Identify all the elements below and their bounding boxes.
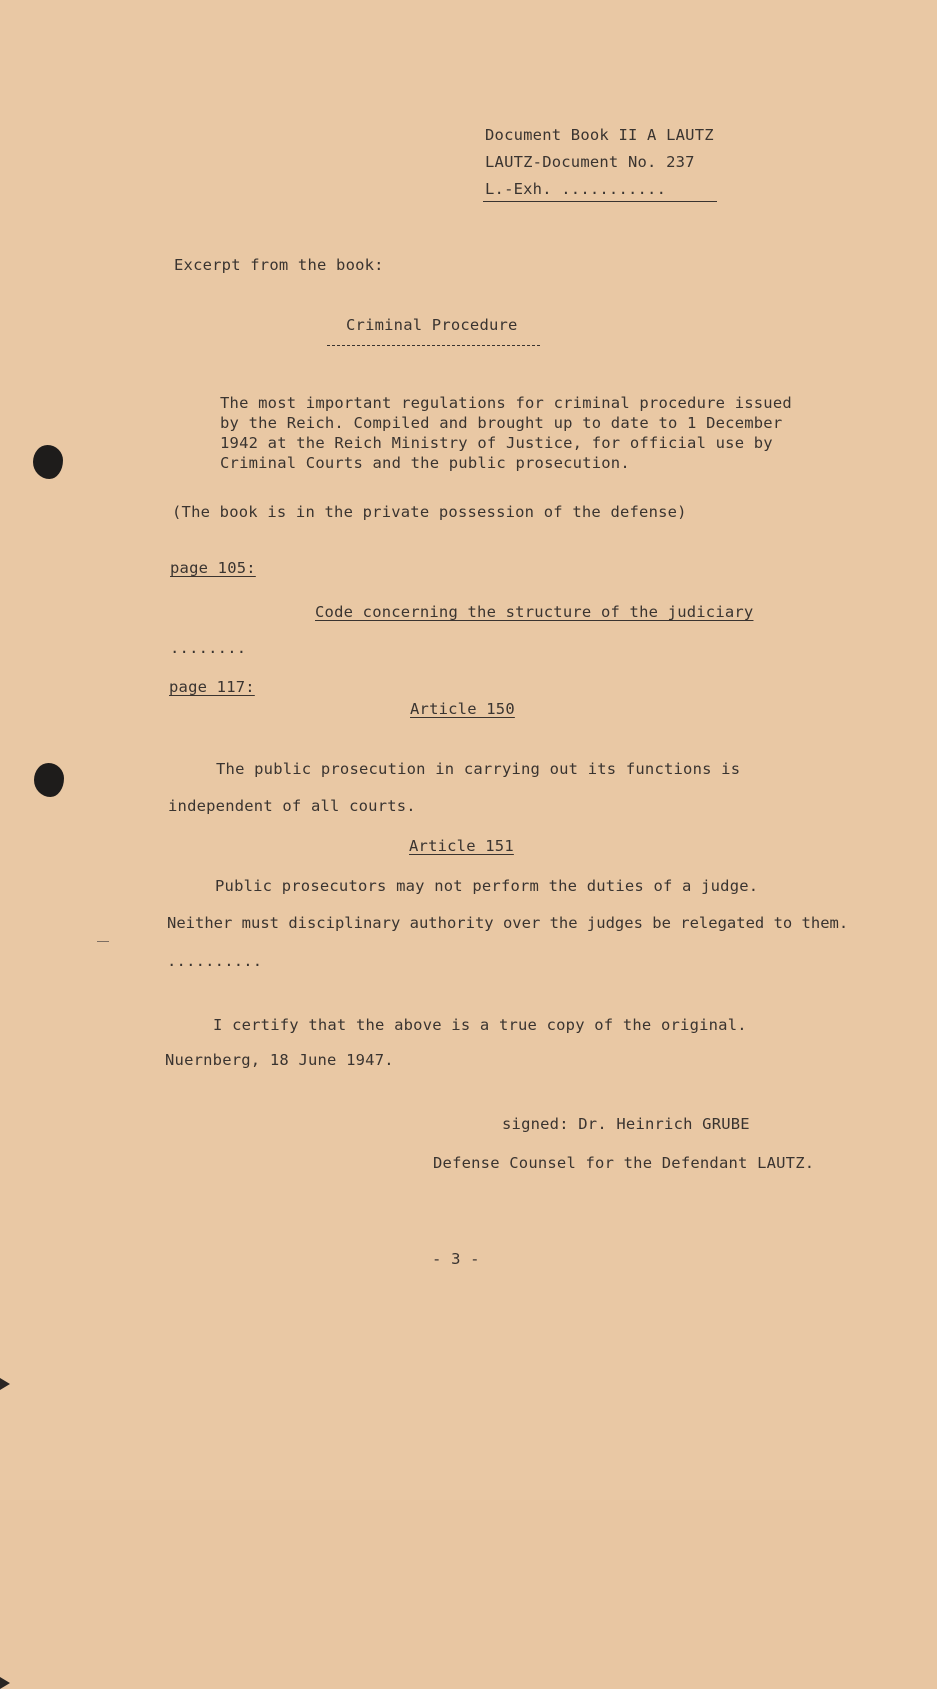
description-line-3: 1942 at the Reich Ministry of Justice, for official use by <box>220 434 773 452</box>
page-number: - 3 - <box>432 1250 480 1268</box>
article-151-line-1: Public prosecutors may not perform the duties of a judge. <box>215 877 759 895</box>
description-line-1: The most important regulations for criminal procedure issued <box>220 394 792 412</box>
book-title: Criminal Procedure <box>346 316 518 334</box>
code-title: Code concerning the structure of the judiciary <box>315 603 754 621</box>
article-150-line-1: The public prosecution in carrying out its functions is <box>216 760 741 778</box>
ellipsis-2: .......... <box>167 952 263 970</box>
signature-line: signed: Dr. Heinrich GRUBE <box>502 1115 750 1133</box>
place-and-date: Nuernberg, 18 June 1947. <box>165 1051 394 1069</box>
article-150-heading: Article 150 <box>410 700 515 718</box>
book-title-underline <box>327 345 540 346</box>
ellipsis-1: ........ <box>170 639 247 657</box>
possession-note: (The book is in the private possession of the defense) <box>172 503 687 521</box>
certification-statement: I certify that the above is a true copy of the original. <box>213 1016 747 1034</box>
description-line-2: by the Reich. Compiled and brought up to date to 1 December <box>220 414 783 432</box>
page-117-label: page 117: <box>169 678 255 696</box>
punch-hole-lower <box>34 763 64 797</box>
document-number-line: LAUTZ-Document No. 237 <box>485 153 695 171</box>
article-151-heading: Article 151 <box>409 837 514 855</box>
excerpt-intro: Excerpt from the book: <box>174 256 384 274</box>
exhibit-line: L.-Exh. ........... <box>485 180 667 198</box>
punch-hole-upper <box>33 445 63 479</box>
document-book-line: Document Book II A LAUTZ <box>485 126 714 144</box>
signatory-role: Defense Counsel for the Defendant LAUTZ. <box>433 1154 815 1172</box>
edge-mark <box>0 1677 10 1689</box>
margin-tick <box>97 941 109 942</box>
binder-tab-mark <box>0 1378 10 1390</box>
header-underline <box>483 201 717 202</box>
page-105-label: page 105: <box>170 559 256 577</box>
article-151-line-2: Neither must disciplinary authority over the judges be relegated to them. <box>167 914 849 932</box>
description-line-4: Criminal Courts and the public prosecution. <box>220 454 630 472</box>
article-150-line-2: independent of all courts. <box>168 797 416 815</box>
